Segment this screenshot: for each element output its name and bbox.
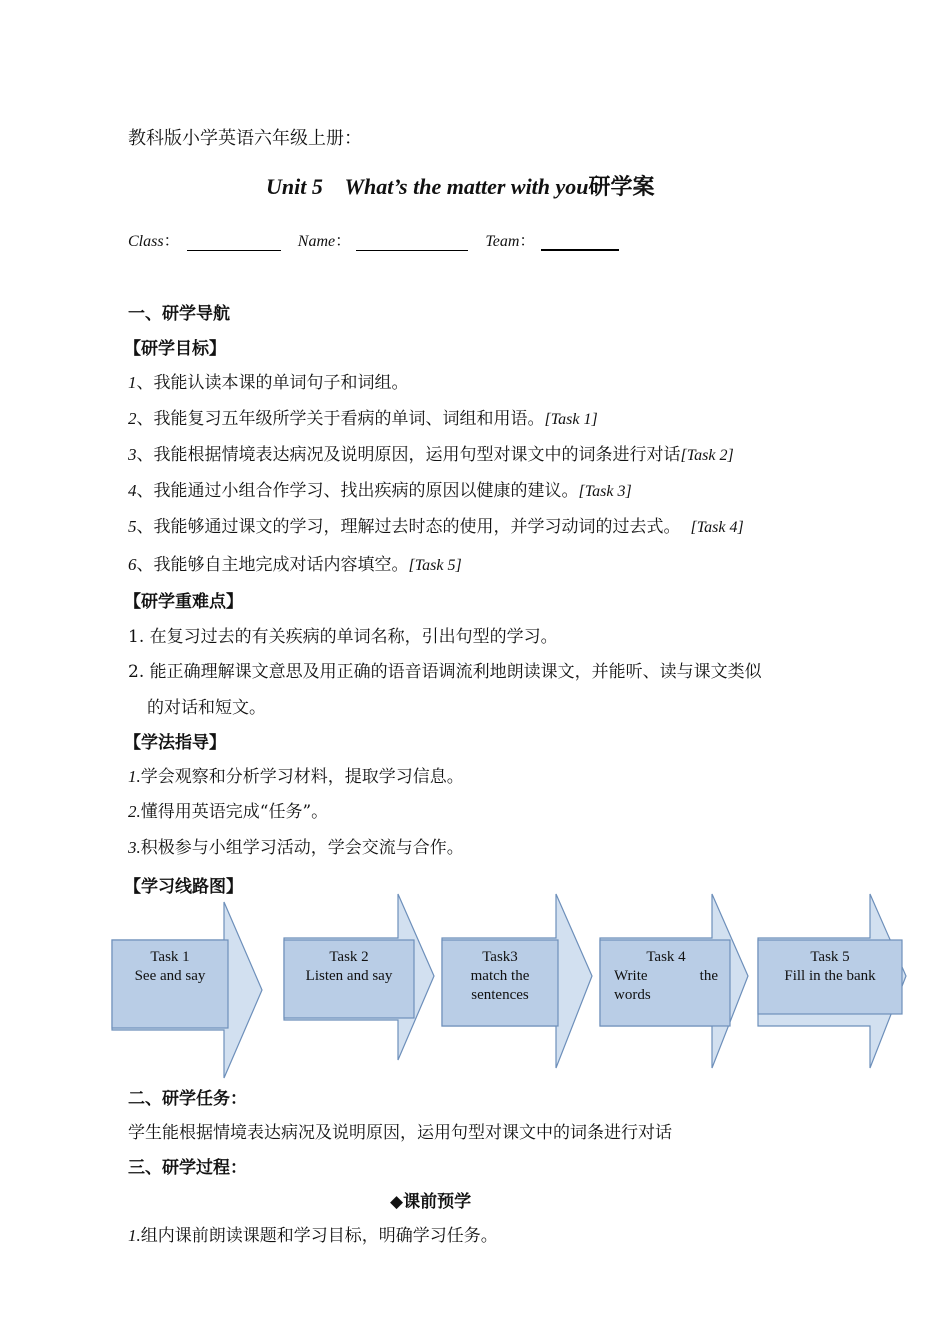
goal-num: 6 xyxy=(128,555,137,574)
method-item xyxy=(128,797,328,822)
task-1-label xyxy=(112,948,228,986)
goal-num: 5 xyxy=(128,517,137,536)
document-title xyxy=(266,170,655,201)
class-label: Class xyxy=(128,233,164,250)
team-colon: ： xyxy=(519,231,536,250)
task-4-desc-1: Write the xyxy=(614,968,718,984)
goal-text: 、我能根据情境表达病况及说明原因，运用句型对课文中的词条进行对话 xyxy=(136,445,681,465)
route-heading: 【学习线路图】 xyxy=(124,877,243,897)
task-3-desc-1: match the xyxy=(470,968,530,984)
goal-item xyxy=(128,476,632,501)
goal-item xyxy=(128,368,409,393)
goals-heading: 【研学目标】 xyxy=(124,339,226,359)
name-label: Name xyxy=(297,233,336,250)
document-subtitle: 教科版小学英语六年级上册： xyxy=(128,128,362,149)
task-1-desc: See and say xyxy=(134,968,206,984)
goal-item xyxy=(128,512,744,537)
goal-num: 2 xyxy=(128,409,137,428)
pre-study-num: 1. xyxy=(128,1226,141,1245)
method-text: 懂得用英语完成“任务”。 xyxy=(140,802,329,822)
method-heading: 【学法指导】 xyxy=(124,733,226,753)
team-label: Team xyxy=(485,233,520,250)
method-item xyxy=(128,833,464,858)
task-5-desc: Fill in the bank xyxy=(784,968,876,984)
goal-task-tag: [Task 2] xyxy=(680,447,734,464)
goal-task-tag: [Task 3] xyxy=(578,483,632,500)
name-colon: ： xyxy=(335,231,352,250)
class-field[interactable] xyxy=(187,234,281,251)
section1-heading: 一、研学导航 xyxy=(128,304,230,324)
task-2-label xyxy=(284,948,414,986)
goal-num: 3 xyxy=(128,445,137,464)
method-num: 1. xyxy=(128,767,141,786)
task-3-title: Task3 xyxy=(482,949,518,965)
task-3-desc-2: sentences xyxy=(471,987,529,1003)
class-colon: ： xyxy=(163,231,180,250)
task-1-title: Task 1 xyxy=(150,949,190,965)
method-num: 3. xyxy=(128,838,141,857)
goal-text: 、我能认读本课的单词句子和词组。 xyxy=(136,373,409,393)
method-num: 2. xyxy=(128,802,141,821)
goal-task-tag: [Task 4] xyxy=(690,519,744,536)
goal-text: 、我能通过小组合作学习、找出疾病的原因以健康的建议。 xyxy=(136,481,579,501)
task-3-label xyxy=(442,948,558,1005)
goal-text: 、我能复习五年级所学关于看病的单词、词组和用语。 xyxy=(136,409,545,429)
task-2-title: Task 2 xyxy=(329,949,369,965)
task-4-desc-2: words xyxy=(614,987,651,1003)
goal-task-tag: [Task 5] xyxy=(408,557,462,574)
goal-item xyxy=(128,440,734,465)
name-field[interactable] xyxy=(356,234,468,251)
pre-study-heading: ◆课前预学 xyxy=(390,1192,472,1212)
goal-task-tag: [Task 1] xyxy=(544,411,598,428)
key-point: 1. 在复习过去的有关疾病的单词名称，引出句型的学习。 xyxy=(128,627,558,647)
section2-text: 学生能根据情境表达病况及说明原因，运用句型对课文中的词条进行对话 xyxy=(128,1123,672,1143)
key-point: 2. 能正确理解课文意思及用正确的语音语调流利地朗读课文，并能听、读与课文类似 xyxy=(128,662,762,682)
goal-num: 1 xyxy=(128,373,137,392)
task-4-title: Task 4 xyxy=(646,949,686,965)
goal-text: 、我能够自主地完成对话内容填空。 xyxy=(136,555,409,575)
method-text: 学会观察和分析学习材料，提取学习信息。 xyxy=(140,767,464,787)
key-point-continued: 的对话和短文。 xyxy=(147,698,266,718)
section2-heading: 二、研学任务： xyxy=(128,1089,247,1109)
goal-item xyxy=(128,550,462,575)
key-points-heading: 【研学重难点】 xyxy=(124,592,243,612)
title-chinese: 研学案 xyxy=(588,175,655,200)
pre-study-text: 组内课前朗读课题和学习目标，明确学习任务。 xyxy=(140,1226,498,1246)
section3-heading: 三、研学过程： xyxy=(128,1158,247,1178)
task-2-desc: Listen and say xyxy=(305,968,393,984)
title-english: Unit 5 What’s the matter with you xyxy=(266,174,589,199)
task-5-title: Task 5 xyxy=(810,949,850,965)
pre-study-item xyxy=(128,1221,498,1246)
team-field[interactable] xyxy=(541,233,619,251)
goal-text: 、我能够通过课文的学习，理解过去时态的使用，并学习动词的过去式。 xyxy=(136,517,681,537)
goal-item xyxy=(128,404,598,429)
task-4-label xyxy=(614,948,718,1005)
task-5-label xyxy=(758,948,902,986)
method-item xyxy=(128,762,464,787)
form-line xyxy=(128,228,619,251)
method-text: 积极参与小组学习活动，学会交流与合作。 xyxy=(140,838,464,858)
route-diagram xyxy=(0,890,950,1080)
route-arrow-1 xyxy=(112,902,262,1078)
goal-num: 4 xyxy=(128,481,137,500)
